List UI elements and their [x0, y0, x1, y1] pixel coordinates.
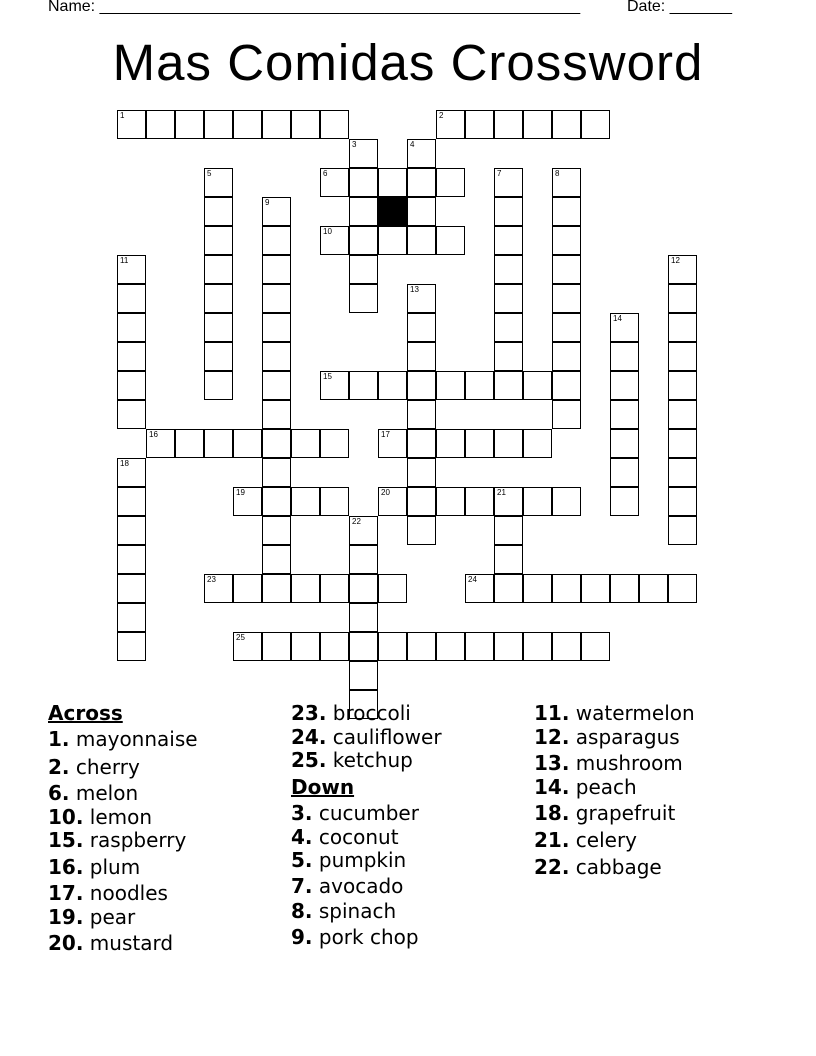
grid-cell[interactable]: [610, 371, 639, 400]
clue-number: 19: [236, 488, 245, 497]
grid-cell[interactable]: [552, 197, 581, 226]
grid-cell[interactable]: [552, 313, 581, 342]
grid-cell[interactable]: [262, 284, 291, 313]
grid-cell[interactable]: [262, 487, 291, 516]
grid-cell[interactable]: [494, 545, 523, 574]
clue-number: 12: [671, 256, 680, 265]
clue-item-text: ketchup: [326, 748, 413, 772]
grid-cell[interactable]: [436, 168, 465, 197]
clue-item-number: 6.: [48, 781, 70, 805]
clue-item: [48, 828, 186, 852]
clue-item-text: watermelon: [569, 701, 695, 725]
grid-cell[interactable]: [465, 632, 494, 661]
clue-number: 15: [323, 372, 332, 381]
grid-cell[interactable]: [349, 603, 378, 632]
clue-item-number: 15.: [48, 828, 84, 852]
grid-cell[interactable]: [407, 429, 436, 458]
grid-cell[interactable]: [668, 487, 697, 516]
grid-cell[interactable]: [668, 429, 697, 458]
across-heading: Across: [48, 701, 123, 725]
clue-item: [534, 801, 675, 825]
clue-item-text: cabbage: [569, 855, 662, 879]
clue-item-number: 21.: [534, 828, 570, 852]
grid-cell[interactable]: [494, 168, 523, 197]
grid-cell[interactable]: [436, 110, 465, 139]
grid-cell[interactable]: [552, 487, 581, 516]
grid-cell[interactable]: [117, 516, 146, 545]
grid-cell[interactable]: [378, 429, 407, 458]
grid-cell[interactable]: [552, 168, 581, 197]
grid-cell[interactable]: [204, 313, 233, 342]
grid-cell[interactable]: [407, 168, 436, 197]
grid-cell[interactable]: [407, 458, 436, 487]
page-title: Mas Comidas Crossword: [112, 34, 704, 91]
clue-item-number: 24.: [291, 725, 327, 749]
clue-number: 23: [207, 575, 216, 584]
clue-item-number: 22.: [534, 855, 570, 879]
black-cell: [378, 197, 407, 226]
clue-number: 9: [265, 198, 270, 207]
grid-cell[interactable]: [436, 226, 465, 255]
grid-cell[interactable]: [523, 487, 552, 516]
grid-cell[interactable]: [494, 342, 523, 371]
clue-item-number: 3.: [291, 801, 313, 825]
clue-item-text: melon: [69, 781, 139, 805]
grid-cell[interactable]: [320, 371, 349, 400]
grid-cell[interactable]: [407, 632, 436, 661]
clue-item: [48, 855, 140, 879]
grid-cell[interactable]: [494, 284, 523, 313]
date-field-label: Date: _______: [627, 0, 732, 15]
grid-cell[interactable]: [407, 313, 436, 342]
grid-cell[interactable]: [668, 400, 697, 429]
grid-cell[interactable]: [610, 313, 639, 342]
grid-cell[interactable]: [291, 429, 320, 458]
grid-cell[interactable]: [291, 487, 320, 516]
grid-cell[interactable]: [552, 371, 581, 400]
grid-cell[interactable]: [204, 284, 233, 313]
clue-number: 25: [236, 633, 245, 642]
clue-item: [291, 925, 419, 949]
grid-cell[interactable]: [552, 400, 581, 429]
grid-cell[interactable]: [523, 574, 552, 603]
grid-cell[interactable]: [378, 632, 407, 661]
clue-number: 20: [381, 488, 390, 497]
grid-cell[interactable]: [523, 632, 552, 661]
clue-item-number: 12.: [534, 725, 570, 749]
grid-cell[interactable]: [494, 226, 523, 255]
grid-cell[interactable]: [175, 110, 204, 139]
clue-number: 18: [120, 459, 129, 468]
grid-cell[interactable]: [552, 255, 581, 284]
grid-cell[interactable]: [610, 400, 639, 429]
grid-cell[interactable]: [639, 574, 668, 603]
grid-cell[interactable]: [349, 255, 378, 284]
clue-item-text: pork chop: [312, 925, 419, 949]
clue-item: [291, 725, 442, 749]
clue-item: [48, 905, 135, 929]
grid-cell[interactable]: [407, 139, 436, 168]
grid-cell[interactable]: [668, 284, 697, 313]
clue-item-number: 19.: [48, 905, 84, 929]
grid-cell[interactable]: [117, 255, 146, 284]
grid-cell[interactable]: [204, 574, 233, 603]
grid-cell[interactable]: [175, 429, 204, 458]
grid-cell[interactable]: [349, 632, 378, 661]
clue-item-number: 7.: [291, 874, 313, 898]
down-heading: Down: [291, 775, 355, 799]
grid-cell[interactable]: [552, 632, 581, 661]
grid-cell[interactable]: [117, 284, 146, 313]
clue-number: 16: [149, 430, 158, 439]
clue-number: 1: [120, 111, 125, 120]
grid-cell[interactable]: [117, 574, 146, 603]
grid-cell[interactable]: [117, 632, 146, 661]
grid-cell[interactable]: [581, 632, 610, 661]
grid-cell[interactable]: [320, 226, 349, 255]
clue-number: 2: [439, 111, 444, 120]
grid-cell[interactable]: [581, 574, 610, 603]
grid-cell[interactable]: [233, 110, 262, 139]
grid-cell[interactable]: [204, 255, 233, 284]
clue-item-number: 13.: [534, 751, 570, 775]
clue-item-text: raspberry: [83, 828, 187, 852]
grid-cell[interactable]: [233, 632, 262, 661]
grid-cell[interactable]: [494, 632, 523, 661]
clue-item: [534, 701, 695, 725]
grid-cell[interactable]: [117, 545, 146, 574]
clue-item-text: peach: [569, 775, 637, 799]
grid-cell[interactable]: [378, 574, 407, 603]
grid-cell[interactable]: [349, 371, 378, 400]
clue-item: [291, 701, 411, 725]
grid-cell[interactable]: [581, 110, 610, 139]
grid-cell[interactable]: [204, 342, 233, 371]
grid-cell[interactable]: [378, 371, 407, 400]
clue-item-text: pumpkin: [312, 848, 407, 872]
clue-item-number: 1.: [48, 727, 70, 751]
grid-cell[interactable]: [494, 516, 523, 545]
grid-cell[interactable]: [349, 545, 378, 574]
grid-cell[interactable]: [407, 400, 436, 429]
grid-cell[interactable]: [320, 487, 349, 516]
grid-cell[interactable]: [262, 371, 291, 400]
grid-cell[interactable]: [262, 226, 291, 255]
clue-number: 3: [352, 140, 357, 149]
clue-item-text: grapefruit: [569, 801, 676, 825]
grid-cell[interactable]: [117, 487, 146, 516]
clue-item-text: asparagus: [569, 725, 680, 749]
grid-cell[interactable]: [668, 342, 697, 371]
grid-cell[interactable]: [262, 574, 291, 603]
grid-cell[interactable]: [320, 110, 349, 139]
grid-cell[interactable]: [320, 632, 349, 661]
grid-cell[interactable]: [349, 226, 378, 255]
clue-number: 17: [381, 430, 390, 439]
grid-cell[interactable]: [552, 110, 581, 139]
grid-cell[interactable]: [494, 371, 523, 400]
grid-cell[interactable]: [146, 429, 175, 458]
grid-cell[interactable]: [204, 371, 233, 400]
grid-cell[interactable]: [407, 197, 436, 226]
clue-item-number: 17.: [48, 881, 84, 905]
grid-cell[interactable]: [349, 168, 378, 197]
clue-item-number: 14.: [534, 775, 570, 799]
grid-cell[interactable]: [117, 342, 146, 371]
grid-cell[interactable]: [320, 168, 349, 197]
clue-item-number: 25.: [291, 748, 327, 772]
grid-cell[interactable]: [117, 110, 146, 139]
grid-cell[interactable]: [262, 632, 291, 661]
grid-cell[interactable]: [378, 226, 407, 255]
clue-number: 6: [323, 169, 328, 178]
grid-cell[interactable]: [262, 429, 291, 458]
grid-cell[interactable]: [407, 516, 436, 545]
clue-item-text: pear: [83, 905, 136, 929]
clue-item: [534, 775, 637, 799]
clue-item-number: 9.: [291, 925, 313, 949]
clue-item: [48, 805, 152, 829]
grid-cell[interactable]: [523, 371, 552, 400]
grid-cell[interactable]: [407, 226, 436, 255]
clue-item-number: 20.: [48, 931, 84, 955]
clue-item-number: 4.: [291, 825, 313, 849]
clue-item-text: broccoli: [326, 701, 411, 725]
clue-item-number: 2.: [48, 755, 70, 779]
clue-item-number: 23.: [291, 701, 327, 725]
clue-item: [291, 825, 399, 849]
grid-cell[interactable]: [436, 371, 465, 400]
clue-item-number: 16.: [48, 855, 84, 879]
clue-item-text: cucumber: [312, 801, 419, 825]
grid-cell[interactable]: [233, 487, 262, 516]
clue-number: 13: [410, 285, 419, 294]
grid-cell[interactable]: [378, 487, 407, 516]
grid-cell[interactable]: [407, 284, 436, 313]
clue-item: [534, 725, 680, 749]
clue-item-text: cherry: [69, 755, 140, 779]
clue-item: [291, 801, 419, 825]
clue-item-number: 10.: [48, 805, 84, 829]
clue-number: 11: [120, 256, 129, 265]
grid-cell[interactable]: [233, 429, 262, 458]
grid-cell[interactable]: [552, 284, 581, 313]
grid-cell[interactable]: [610, 574, 639, 603]
grid-cell[interactable]: [204, 429, 233, 458]
grid-cell[interactable]: [117, 400, 146, 429]
grid-cell[interactable]: [523, 110, 552, 139]
clue-item-text: lemon: [83, 805, 153, 829]
clue-item-text: noodles: [83, 881, 168, 905]
grid-cell[interactable]: [407, 487, 436, 516]
clue-item-number: 5.: [291, 848, 313, 872]
grid-cell[interactable]: [349, 139, 378, 168]
grid-cell[interactable]: [262, 342, 291, 371]
clue-item: [48, 931, 173, 955]
grid-cell[interactable]: [262, 400, 291, 429]
grid-cell[interactable]: [349, 574, 378, 603]
grid-cell[interactable]: [233, 574, 262, 603]
grid-cell[interactable]: [349, 516, 378, 545]
grid-cell[interactable]: [494, 197, 523, 226]
grid-cell[interactable]: [349, 197, 378, 226]
grid-cell[interactable]: [146, 110, 175, 139]
clue-number: 7: [497, 169, 502, 178]
grid-cell[interactable]: [349, 284, 378, 313]
grid-cell[interactable]: [407, 371, 436, 400]
grid-cell[interactable]: [494, 487, 523, 516]
grid-cell[interactable]: [668, 574, 697, 603]
clue-item-text: mushroom: [569, 751, 683, 775]
clue-item-number: 18.: [534, 801, 570, 825]
clue-item: [291, 748, 413, 772]
grid-cell[interactable]: [436, 487, 465, 516]
grid-cell[interactable]: [291, 110, 320, 139]
grid-cell[interactable]: [291, 574, 320, 603]
clue-item: [291, 874, 403, 898]
clue-number: 22: [352, 517, 361, 526]
grid-cell[interactable]: [262, 516, 291, 545]
clue-item: [48, 727, 198, 751]
grid-cell[interactable]: [552, 226, 581, 255]
grid-cell[interactable]: [668, 458, 697, 487]
clue-item: [291, 899, 396, 923]
grid-cell[interactable]: [407, 342, 436, 371]
grid-cell[interactable]: [349, 661, 378, 690]
clue-item: [291, 848, 406, 872]
grid-cell[interactable]: [204, 168, 233, 197]
clue-item: [534, 828, 637, 852]
clue-item-text: plum: [83, 855, 141, 879]
grid-cell[interactable]: [668, 371, 697, 400]
grid-cell[interactable]: [610, 458, 639, 487]
grid-cell[interactable]: [262, 255, 291, 284]
grid-cell[interactable]: [494, 574, 523, 603]
clue-item-number: 11.: [534, 701, 570, 725]
grid-cell[interactable]: [262, 197, 291, 226]
grid-cell[interactable]: [436, 632, 465, 661]
clue-number: 14: [613, 314, 622, 323]
grid-cell[interactable]: [465, 110, 494, 139]
grid-cell[interactable]: [291, 632, 320, 661]
clue-item: [534, 751, 683, 775]
grid-cell[interactable]: [204, 226, 233, 255]
clue-number: 24: [468, 575, 477, 584]
grid-cell[interactable]: [465, 371, 494, 400]
grid-cell[interactable]: [668, 313, 697, 342]
clue-number: 5: [207, 169, 212, 178]
grid-cell[interactable]: [378, 168, 407, 197]
grid-cell[interactable]: [494, 313, 523, 342]
grid-cell[interactable]: [262, 545, 291, 574]
grid-cell[interactable]: [117, 458, 146, 487]
grid-cell[interactable]: [494, 110, 523, 139]
clue-item-text: mustard: [83, 931, 174, 955]
grid-cell[interactable]: [320, 574, 349, 603]
clue-number: 10: [323, 227, 332, 236]
grid-cell[interactable]: [552, 342, 581, 371]
grid-cell[interactable]: [494, 429, 523, 458]
grid-cell[interactable]: [668, 255, 697, 284]
grid-cell[interactable]: [610, 342, 639, 371]
grid-cell[interactable]: [262, 313, 291, 342]
grid-cell[interactable]: [436, 429, 465, 458]
grid-cell[interactable]: [204, 197, 233, 226]
clue-item-number: 8.: [291, 899, 313, 923]
grid-cell[interactable]: [262, 110, 291, 139]
name-field-label: Name: ______________________________________________________: [48, 0, 581, 15]
clue-number: 21: [497, 488, 506, 497]
clue-number: 8: [555, 169, 560, 178]
clue-item: [48, 781, 138, 805]
grid-cell[interactable]: [117, 603, 146, 632]
clue-item: [48, 755, 140, 779]
clue-number: 4: [410, 140, 415, 149]
grid-cell[interactable]: [262, 458, 291, 487]
clue-item-text: celery: [569, 828, 638, 852]
clue-item-text: spinach: [312, 899, 397, 923]
grid-cell[interactable]: [494, 255, 523, 284]
grid-cell[interactable]: [465, 429, 494, 458]
grid-cell[interactable]: [610, 429, 639, 458]
grid-cell[interactable]: [117, 313, 146, 342]
grid-cell[interactable]: [668, 516, 697, 545]
clue-item-text: mayonnaise: [69, 727, 198, 751]
clue-item-text: coconut: [312, 825, 399, 849]
grid-cell[interactable]: [320, 429, 349, 458]
clue-item-text: avocado: [312, 874, 404, 898]
clue-item: [534, 855, 662, 879]
grid-cell[interactable]: [465, 574, 494, 603]
clue-item: [48, 881, 168, 905]
grid-cell[interactable]: [552, 574, 581, 603]
grid-cell[interactable]: [523, 429, 552, 458]
grid-cell[interactable]: [204, 110, 233, 139]
grid-cell[interactable]: [465, 487, 494, 516]
grid-cell[interactable]: [610, 487, 639, 516]
grid-cell[interactable]: [117, 371, 146, 400]
clue-item-text: cauliflower: [326, 725, 442, 749]
